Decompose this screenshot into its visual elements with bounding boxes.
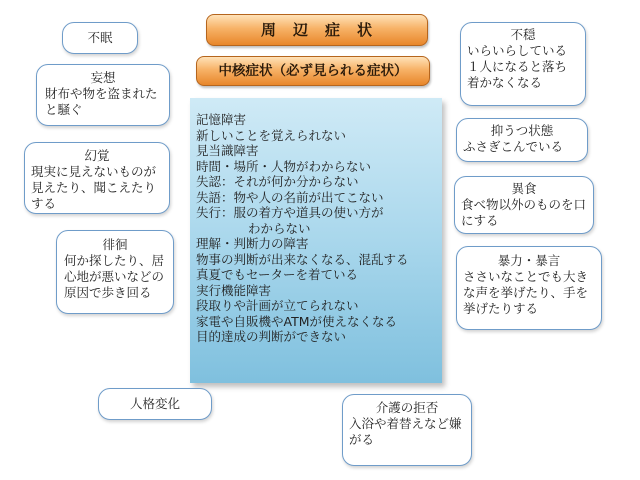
violence-title: 暴力・暴言 — [497, 253, 561, 268]
peripheral-symptoms-header — [206, 14, 428, 46]
core-symptom-line: 失語：物や人の名前が出てこない — [196, 189, 384, 205]
core-symptom-line: 理解・判断力の障害 — [196, 236, 309, 251]
core-symptoms-title: 中核症状（必ず見られる症状） — [218, 63, 408, 79]
care-refusal-body: 入浴や着替えなど嫌がる — [349, 416, 462, 447]
core-symptoms-panel — [190, 98, 442, 383]
delusion-title: 妄想 — [90, 70, 116, 85]
depression-title: 抑うつ状態 — [490, 123, 554, 138]
depression-body: ふさぎこんでいる — [463, 139, 564, 154]
core-symptom-line: 真夏でもセーターを着ている — [196, 267, 359, 282]
core-symptom-line: 失行：服の着方や道具の使い方が — [196, 205, 384, 220]
hallucination-title: 幻覚 — [84, 148, 110, 163]
restless-title: 不穏 — [510, 27, 536, 42]
care-refusal-box — [342, 394, 472, 466]
delusion-box — [36, 64, 170, 126]
hallucination-box — [24, 142, 170, 214]
core-symptom-line: 新しいことを覚えられない — [196, 127, 347, 143]
peripheral-symptoms-title: 周 辺 症 状 — [260, 21, 373, 39]
pica-body: 食べ物以外のものを口にする — [461, 197, 587, 228]
restless-body: いらいらしている１人になると落ち着かなくなる — [467, 43, 568, 90]
personality-change-title: 人格変化 — [129, 396, 180, 411]
delusion-body: 財布や物を盗まれたと騒ぐ — [45, 86, 158, 117]
core-symptom-line: 段取りや計画が立てられない — [196, 298, 359, 313]
violence-body: ささいなことでも大きな声を挙げたり、手を挙げたりする — [463, 269, 589, 316]
care-refusal-title: 介護の拒否 — [375, 400, 439, 415]
core-symptom-line: 物事の判断が出来なくなる、混乱する — [196, 251, 409, 267]
core-symptom-line: 目的達成の判断ができない — [196, 329, 347, 344]
personality-change-box — [98, 388, 212, 420]
pica-title: 異食 — [511, 181, 537, 196]
core-symptom-line: わからない — [248, 220, 311, 236]
insomnia-box — [62, 22, 138, 54]
insomnia-title: 不眠 — [87, 30, 113, 45]
pica-box — [454, 176, 594, 234]
wandering-title: 徘徊 — [102, 237, 128, 252]
depression-box — [456, 118, 588, 162]
core-symptom-line: 時間・場所・人物がわからない — [196, 158, 372, 174]
hallucination-body: 現実に見えないものが見えたり、聞こえたりする — [31, 164, 157, 211]
core-symptom-line: 家電や自販機やATMが使えなくなる — [196, 313, 398, 329]
restless-box — [460, 22, 586, 106]
violence-box — [456, 246, 602, 330]
core-symptom-line: 見当識障害 — [196, 143, 259, 158]
wandering-body: 何か探したり、居心地が悪いなどの原因で歩き回る — [64, 253, 165, 300]
core-symptom-line: 実行機能障害 — [196, 282, 272, 298]
wandering-box — [56, 230, 174, 314]
core-symptom-line: 失認：それが何か分からない — [196, 174, 359, 189]
core-symptom-line: 記憶障害 — [196, 112, 247, 127]
core-symptoms-header — [196, 56, 430, 86]
